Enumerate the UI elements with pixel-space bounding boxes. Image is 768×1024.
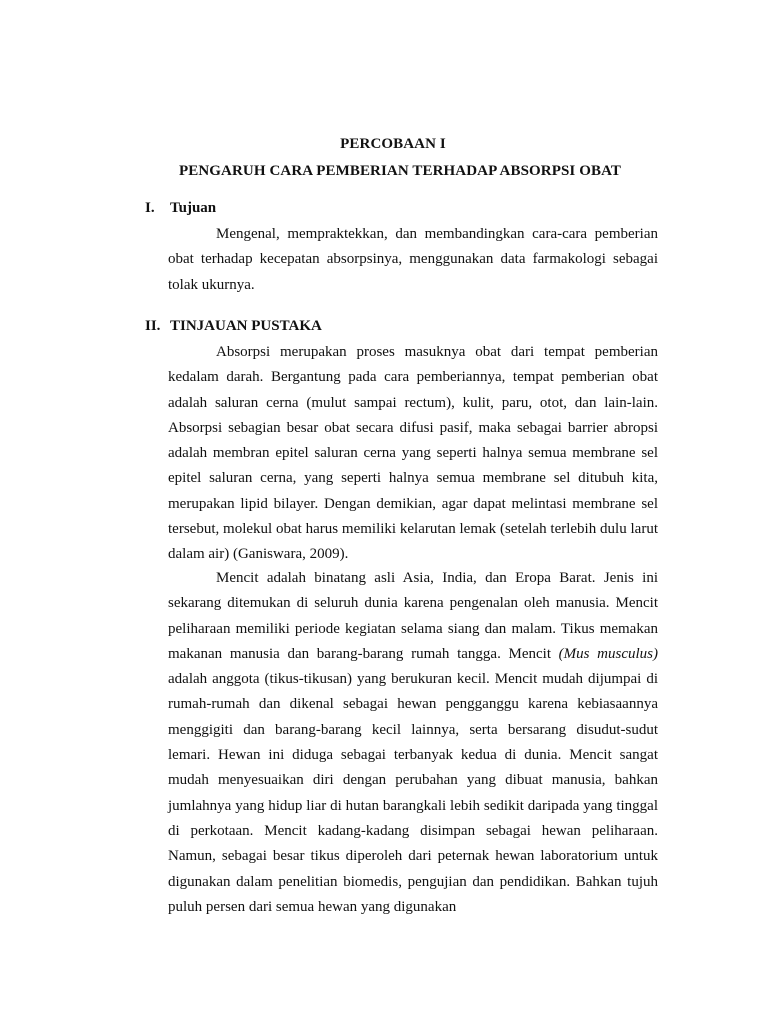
paragraph-text: Mencit adalah binatang asli Asia, India, dan Eropa Barat. Jenis ini sekarang ditemukan di seluruh dunia karena pengenalan oleh manusia. Mencit peliharaan memiliki periode kegiatan selama siang dan malam. Tikus memakan makanan manusia dan barang-barang rumah tangga. Mencit — [168, 570, 658, 662]
paragraph-text: adalah anggota (tikus-tikusan) yang berukuran kecil. Mencit mudah dijumpai di rumah-rumah dan dikenal sebagai hewan pengganggu karena kebiasaannya menggigiti dan barang-barang kecil lainnya, serta bersarang disudut-sudut lemari. Hewan ini diduga sebagai terbanyak kedua di dunia. Mencit sangat mudah menyesuaikan diri dengan perubahan yang dibuat manusia, bahkan jumlahnya yang hidup liar di hutan barangkali lebih sedikit daripada yang tinggal di perkotaan. Mencit kadang-kadang disimpan sebagai hewan peliharaan. Namun, sebagai besar tikus diperoleh dari peternak hewan laboratorium untuk digunakan dalam penelitian biomedis, pengujian dan pendidikan. Bahkan tujuh puluh persen dari semua hewan yang digunakan — [168, 671, 658, 915]
section-heading-tujuan — [145, 200, 216, 217]
section-title: Tujuan — [170, 200, 217, 216]
section-number: I. — [145, 200, 155, 216]
section-heading-tinjauan-pustaka — [145, 318, 322, 335]
species-name-italic: (Mus musculus) — [558, 645, 659, 662]
document-title: PERCOBAAN I — [340, 136, 446, 152]
section-number: II. — [145, 318, 161, 334]
section-title: TINJAUAN PUSTAKA — [170, 318, 322, 334]
paragraph-absorpsi: Absorpsi merupakan proses masuknya obat dari tempat pemberian kedalam darah. Bergantung pada cara pemberiannya, tempat pemberian obat adalah saluran cerna (mulut sampai rectum), kulit, paru, otot, dan lain-lain. Absorpsi sebagian besar obat secara difusi pasif, maka sebagai barrier abropsi adalah membran epitel saluran cerna yang seperti halnya semua membrane sel epitel saluran cerna, yang seperti halnya semua membrane sel ditubuh kita, merupakan lipid bilayer. Dengan demikian, agar dapat melintasi membrane sel tersebut, molekul obat harus memiliki kelarutan lemak (setelah terlebih dulu larut dalam air) (Ganiswara, 2009). — [168, 344, 658, 563]
paragraph-mencit — [168, 566, 658, 920]
document-subtitle: PENGARUH CARA PEMBERIAN TERHADAP ABSORPSI OBAT — [178, 163, 622, 179]
paragraph-tujuan: Mengenal, mempraktekkan, dan membandingkan cara-cara pemberian obat terhadap kecepatan absorpsinya, menggunakan data farmakologi sebagai tolak ukurnya. — [168, 226, 658, 293]
